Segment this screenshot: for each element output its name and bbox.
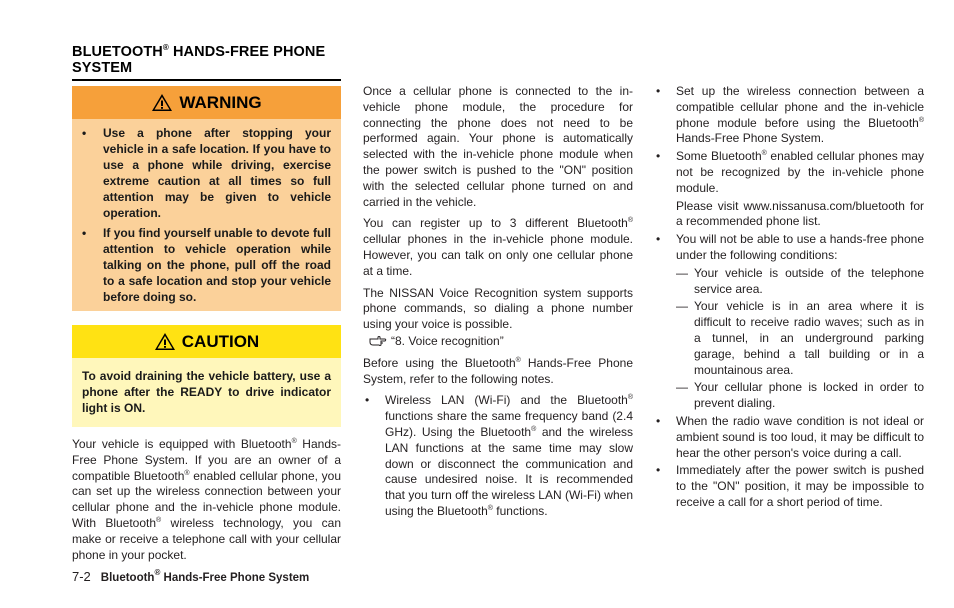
registered-mark: ® bbox=[162, 43, 169, 52]
warning-header bbox=[72, 86, 341, 119]
warning-triangle-icon bbox=[151, 93, 173, 112]
text-run: Your vehicle is equipped with Bluetooth bbox=[72, 437, 292, 451]
column-right-content bbox=[654, 84, 924, 513]
caution-header bbox=[72, 325, 341, 358]
caution-label: CAUTION bbox=[181, 331, 260, 351]
list-item: • Immediately after the power switch is pushed to the "ON" position, it may be impossible to receive a call for a short period of time. bbox=[654, 463, 924, 510]
registered-mark: ® bbox=[487, 504, 493, 512]
text-run: Some Bluetooth bbox=[676, 149, 762, 164]
intro-paragraph bbox=[72, 437, 341, 563]
footer-title bbox=[100, 568, 310, 584]
text-run: You will not be able to use a hands-free phone under the following conditions: bbox=[676, 232, 924, 262]
registered-mark: ® bbox=[156, 516, 162, 524]
pointing-hand-icon bbox=[369, 333, 387, 347]
cross-reference[interactable] bbox=[369, 333, 633, 350]
text-run: and the wireless LAN functions at the same time may slow down or disconnect the communication and cause undesired noise. It is recommended that you turn off the wireless LAN (Wi-Fi) when using the Bluetooth bbox=[385, 424, 634, 518]
warning-item: • Use a phone after stopping your vehicle in a safe location. If you have to use a phone while driving, exercise extreme caution at all times so full attention may be given to vehicle operation. bbox=[82, 125, 331, 221]
conditions-list bbox=[676, 266, 924, 412]
paragraph bbox=[363, 216, 633, 279]
registered-mark: ® bbox=[291, 438, 297, 445]
list-item bbox=[654, 149, 924, 230]
paragraph: Once a cellular phone is connected to the in-vehicle phone module, the procedure for connecting the phone does not need to be performed again. Your phone is automatically selected with the in-vehicle phone module when the power switch is pushed to the "ON" position with the selected cellular phone turned on and carried in the vehicle. bbox=[363, 84, 633, 209]
warning-triangle-icon bbox=[154, 332, 176, 351]
reference-text: “8. Voice recognition” bbox=[391, 333, 504, 348]
paragraph bbox=[363, 356, 633, 388]
website-note: Please visit www.nissanusa.com/bluetooth for a recommended phone list. bbox=[676, 198, 924, 229]
section-title-part: HANDS-FREE PHONE bbox=[168, 44, 326, 60]
text-run: Bluetooth bbox=[100, 572, 155, 584]
list-item: • When the radio wave condition is not ideal or ambient sound is too loud, it may be difficult to hear the other person's voice during a call. bbox=[654, 414, 924, 461]
caution-box bbox=[72, 325, 341, 427]
text-run: Hands-Free Phone System, refer to the following notes. bbox=[363, 355, 633, 386]
warning-box bbox=[72, 86, 341, 311]
registered-mark: ® bbox=[627, 394, 633, 402]
list-item bbox=[654, 84, 924, 147]
registered-mark: ® bbox=[761, 150, 767, 158]
text-run: enabled cellular phones may not be recognized by the in-vehicle phone module. bbox=[676, 149, 924, 195]
page-footer bbox=[72, 569, 341, 586]
section-title-part: BLUETOOTH bbox=[72, 44, 163, 60]
section-title bbox=[72, 44, 341, 81]
notes-list bbox=[654, 84, 924, 511]
condition-item: — Your cellular phone is locked in order to prevent dialing. bbox=[676, 380, 924, 412]
text-run: You can register up to 3 different Bluetooth bbox=[363, 216, 628, 231]
text-run: cellular phones in the in-vehicle phone module. However, you can talk on only one cellular phone at a time. bbox=[363, 232, 633, 278]
text-run: functions. bbox=[492, 503, 548, 518]
registered-mark: ® bbox=[184, 469, 190, 477]
text-run: Hands-Free Phone System. If you are an owner of a compatible Bluetooth bbox=[72, 437, 341, 483]
condition-item: — Your vehicle is outside of the telephone service area. bbox=[676, 266, 924, 298]
section-title-part: SYSTEM bbox=[72, 60, 133, 76]
condition-item: — Your vehicle is in an area where it is difficult to receive radio waves; such as in a tunnel, in an underground parking garage, behind a tall building or in a mountainous area. bbox=[676, 299, 924, 378]
text-run: Wireless LAN (Wi-Fi) and the Bluetooth bbox=[385, 393, 628, 408]
registered-mark: ® bbox=[531, 425, 537, 433]
registered-mark: ® bbox=[515, 356, 521, 364]
warning-label: WARNING bbox=[179, 92, 262, 112]
text-run: Hands-Free Phone System. bbox=[676, 131, 825, 146]
text-run: functions share the same frequency band (2.4 GHz). Using the Bluetooth bbox=[385, 409, 633, 439]
warning-item: • If you find yourself unable to devote full attention to vehicle operation while talking on the phone, pull off the road to a safe location and stop your vehicle before doing so. bbox=[82, 225, 331, 305]
warning-list bbox=[72, 119, 341, 305]
registered-mark: ® bbox=[627, 217, 633, 225]
registered-mark: ® bbox=[918, 116, 924, 124]
registered-mark: ® bbox=[154, 568, 161, 577]
text-run: Before using the Bluetooth bbox=[363, 355, 516, 370]
list-item bbox=[654, 232, 924, 412]
text-run: wireless technology, you can make or receive a telephone call with your cellular phone in your pocket. bbox=[72, 515, 341, 562]
text-run: enabled cellular phone, you can set up the wireless connection between your cellular phone and the in-vehicle phone module. With Bluetooth bbox=[72, 468, 341, 530]
list-item bbox=[363, 393, 633, 519]
text-run: Hands-Free Phone System bbox=[160, 572, 310, 584]
column-middle-content bbox=[363, 84, 633, 522]
text-run: Set up the wireless connection between a compatible cellular phone and the in-vehicle phone module before using the Bluetooth bbox=[676, 84, 924, 130]
caution-text: To avoid draining the vehicle battery, use a phone after the READY to drive indicator light is ON. bbox=[82, 369, 331, 415]
paragraph: The NISSAN Voice Recognition system supports phone commands, so dialing a phone number using your voice is possible. bbox=[363, 285, 633, 332]
notes-list bbox=[363, 393, 633, 519]
page-number: 7-2 bbox=[72, 569, 91, 584]
